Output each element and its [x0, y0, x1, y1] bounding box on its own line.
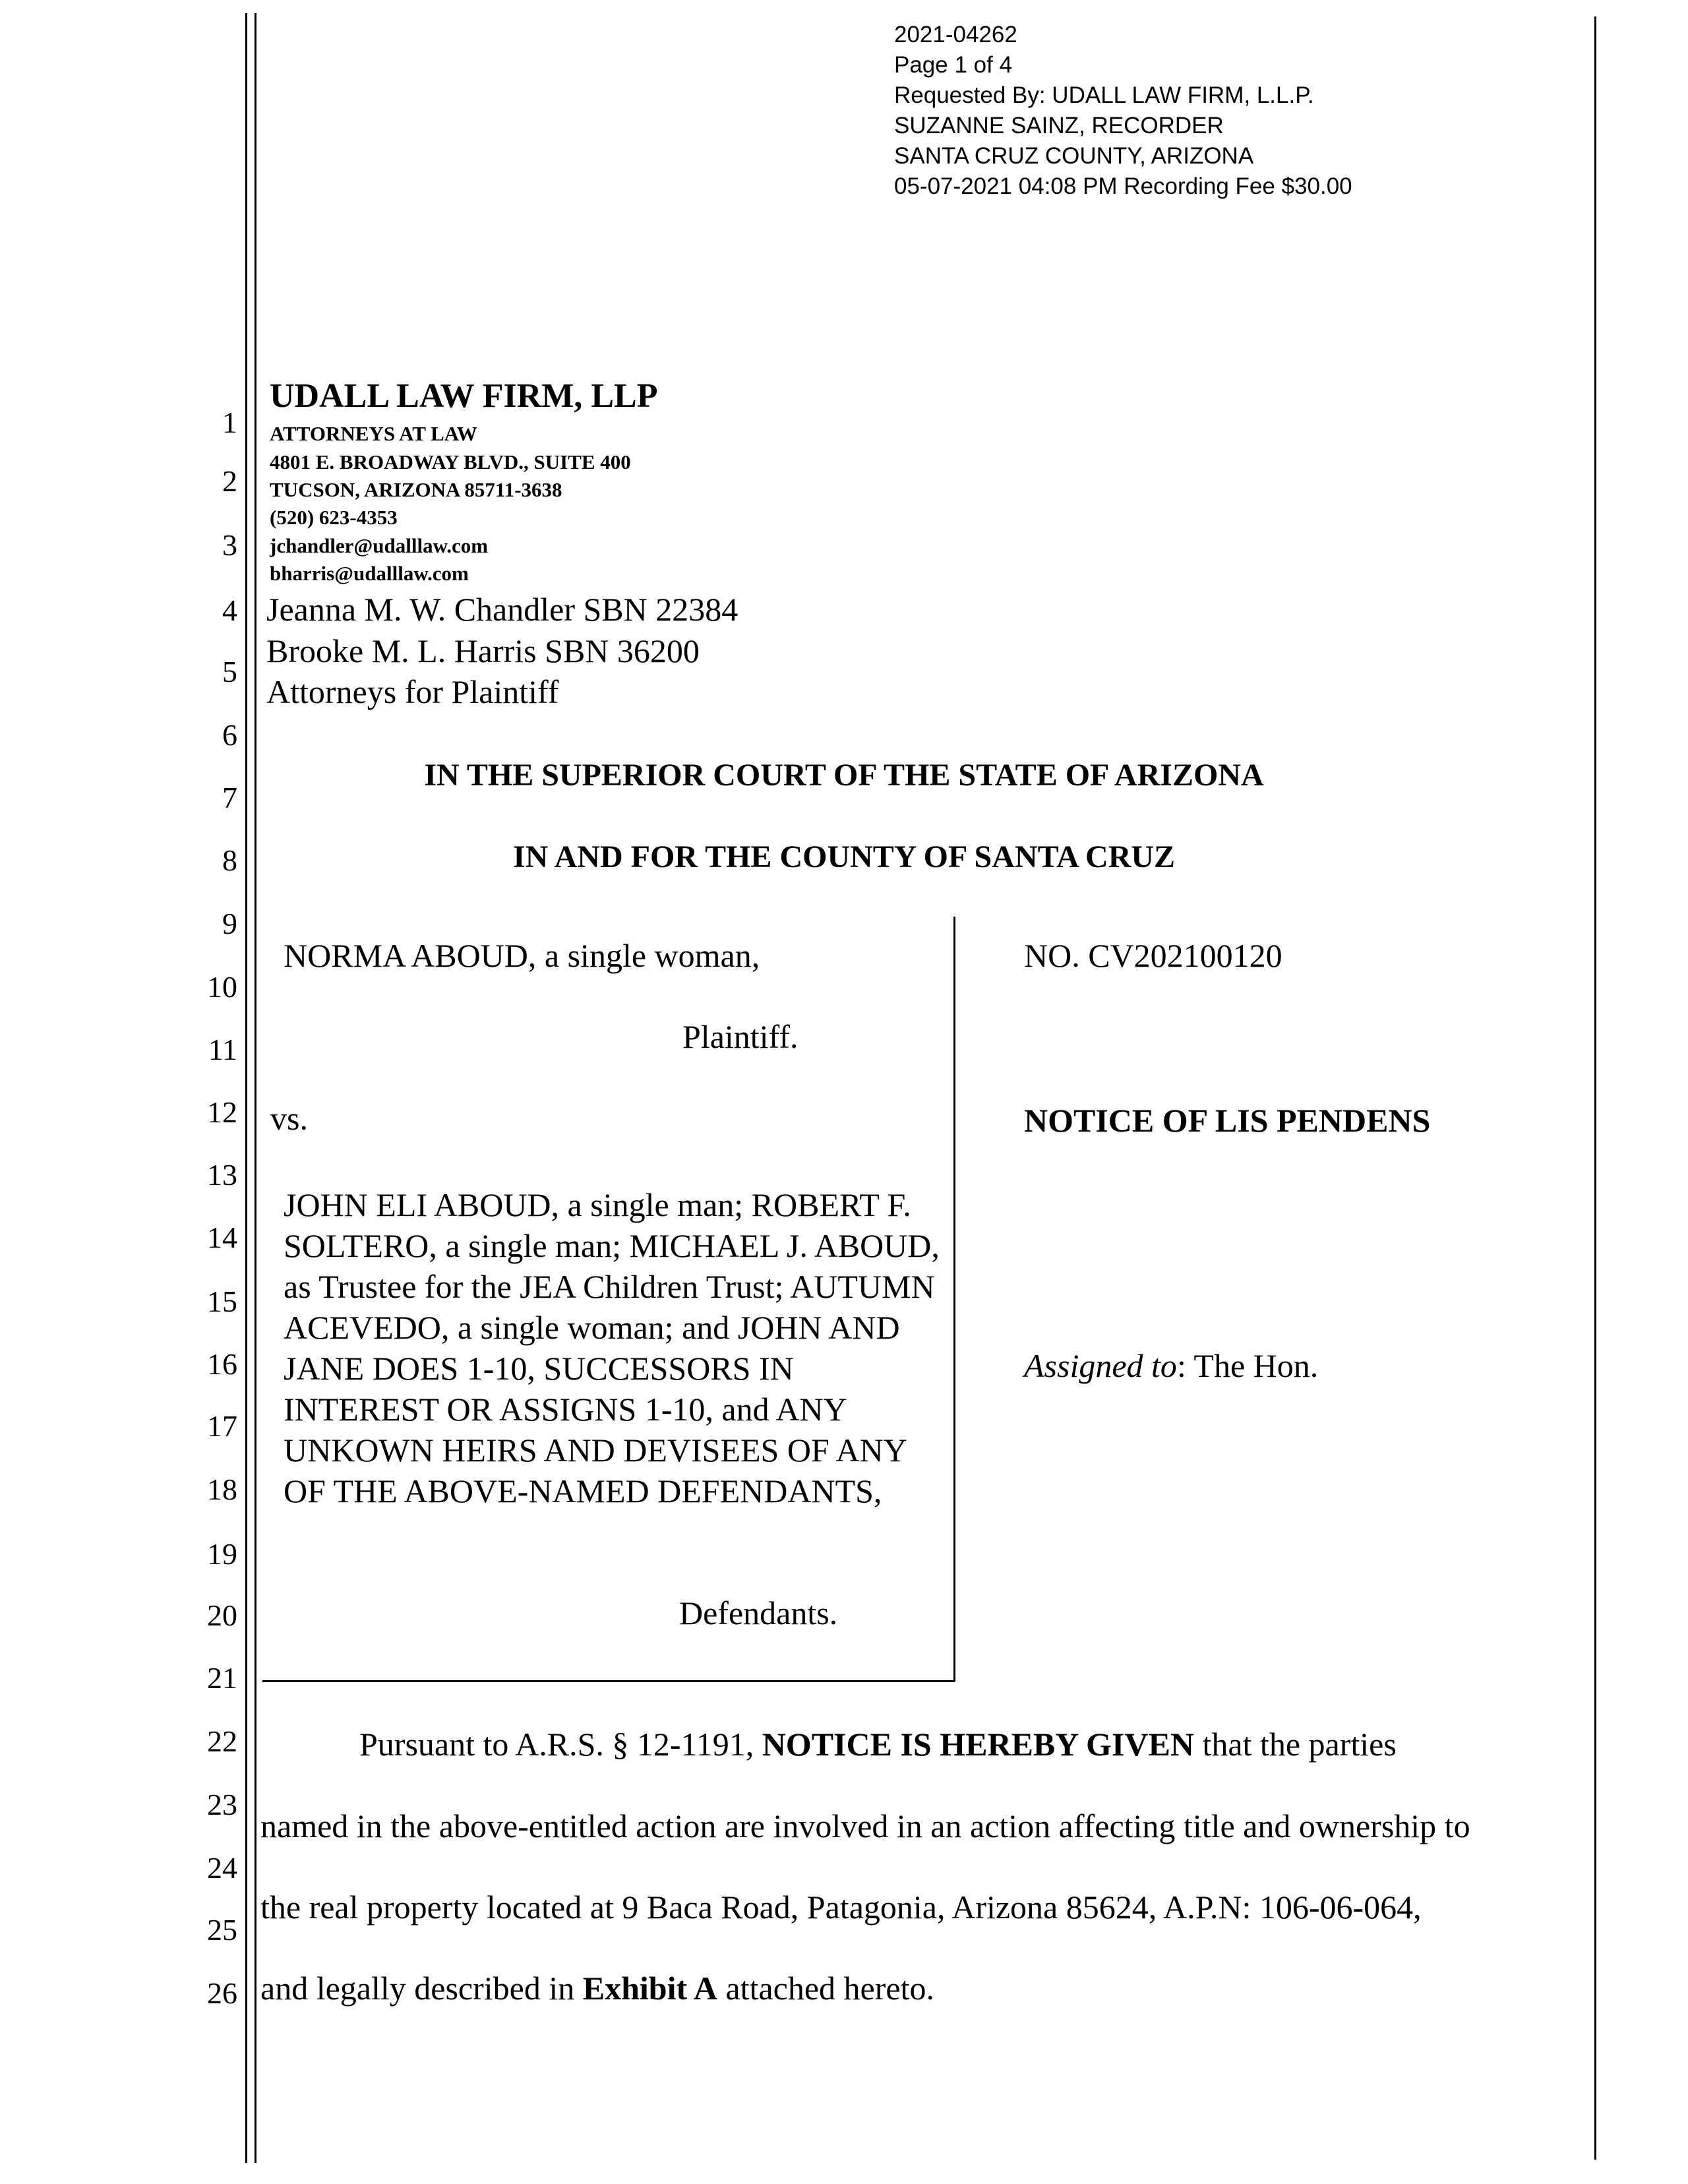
attorney-2: Brooke M. L. Harris SBN 36200 — [266, 632, 700, 669]
defendants-list: JOHN ELI ABOUD, a single man; ROBERT F. SOLTERO, a single man; MICHAEL J. ABOUD, as Trustee for the JEA Children Trust; AUTUMN ACEVEDO, a single woman; and JOHN AND JANE DOES 1-10, SUCCESSORS IN INTEREST OR ASSIGNS 1-10, and ANY UNKOWN HEIRS AND DEVISEES OF ANY OF THE ABOVE-NAMED DEFENDANTS, — [284, 1186, 940, 1509]
line-number: 16 — [207, 1347, 237, 1381]
attorney-role: Attorneys for Plaintiff — [266, 673, 559, 710]
firm-email-2: bharris@udalllaw.com — [270, 562, 469, 585]
line-number: 26 — [207, 1976, 237, 2010]
body-line-4-end: attached hereto. — [717, 1970, 934, 2007]
recording-requested-by: Requested By: UDALL LAW FIRM, L.L.P. — [894, 82, 1314, 108]
line-number: 17 — [207, 1409, 237, 1443]
case-number: NO. CV202100120 — [1024, 937, 1282, 974]
body-line-4-start: and legally described in — [260, 1970, 583, 2007]
line-number: 13 — [207, 1158, 237, 1192]
court-county: IN AND FOR THE COUNTY OF SANTA CRUZ — [512, 839, 1176, 874]
firm-name: UDALL LAW FIRM, LLP — [270, 377, 658, 415]
recording-page: Page 1 of 4 — [894, 52, 1013, 78]
left-margin-rule — [245, 13, 247, 2163]
attorney-1: Jeanna M. W. Chandler SBN 22384 — [266, 591, 738, 628]
line-number: 9 — [222, 907, 237, 940]
line-number: 10 — [207, 970, 237, 1004]
assigned-to — [1024, 1347, 1318, 1385]
recording-county: SANTA CRUZ COUNTY, ARIZONA — [894, 143, 1254, 169]
line-number: 23 — [207, 1788, 237, 1821]
firm-email-1: jchandler@udalllaw.com — [270, 534, 489, 557]
right-margin-rule — [1594, 16, 1596, 2160]
plaintiff-name: NORMA ABOUD, a single woman, — [284, 937, 760, 974]
line-number: 1 — [222, 406, 237, 439]
body-line-4 — [260, 1969, 934, 2007]
line-number: 12 — [207, 1095, 237, 1129]
firm-address-1: 4801 E. BROADWAY BLVD., SUITE 400 — [270, 450, 631, 473]
body-line-1-start: Pursuant to A.R.S. § 12-1191, — [359, 1726, 762, 1763]
body-line-3: the real property located at 9 Baca Road, Patagonia, Arizona 85624, A.P.N: 106-06-064, — [260, 1889, 1422, 1926]
line-number: 11 — [208, 1033, 237, 1066]
firm-address-2: TUCSON, ARIZONA 85711-3638 — [270, 478, 562, 501]
court-heading: IN THE SUPERIOR COURT OF THE STATE OF ARIZONA — [424, 758, 1264, 793]
notice-given: NOTICE IS HEREBY GIVEN — [762, 1726, 1194, 1763]
body-line-1 — [359, 1725, 1397, 1763]
assigned-to-label: Assigned to — [1024, 1347, 1177, 1384]
line-number: 19 — [207, 1537, 237, 1571]
line-number: 2 — [222, 464, 237, 498]
line-number: 21 — [207, 1661, 237, 1695]
line-number: 14 — [207, 1221, 237, 1254]
recording-recorder: SUZANNE SAINZ, RECORDER — [894, 113, 1224, 138]
line-number: 7 — [222, 781, 237, 814]
exhibit-reference: Exhibit A — [582, 1970, 717, 2007]
body-line-1-end: that the parties — [1193, 1726, 1397, 1763]
line-number: 6 — [222, 718, 237, 752]
line-number: 20 — [207, 1598, 237, 1632]
line-number: 25 — [207, 1913, 237, 1947]
left-margin-rule-2 — [255, 13, 256, 2163]
body-line-2: named in the above-entitled action are involved in an action affecting title and ownership to — [260, 1807, 1470, 1844]
line-number: 22 — [207, 1724, 237, 1758]
defendants-label: Defendants. — [679, 1594, 838, 1631]
firm-phone: (520) 623-4353 — [270, 506, 398, 529]
line-number: 3 — [222, 528, 237, 562]
assigned-to-value: : The Hon. — [1176, 1347, 1319, 1384]
plaintiff-label: Plaintiff. — [682, 1018, 799, 1055]
line-number: 8 — [222, 843, 237, 877]
versus: vs. — [270, 1100, 308, 1137]
firm-title: ATTORNEYS AT LAW — [270, 422, 477, 445]
recording-datetime-fee: 05-07-2021 04:08 PM Recording Fee $30.00 — [894, 173, 1352, 199]
line-number: 18 — [207, 1472, 237, 1506]
caption-bottom-rule — [262, 1680, 955, 1682]
recording-document-number: 2021-04262 — [894, 22, 1017, 47]
line-number: 5 — [222, 655, 237, 688]
line-number: 15 — [207, 1285, 237, 1318]
document-title: NOTICE OF LIS PENDENS — [1024, 1102, 1431, 1139]
line-number: 24 — [207, 1851, 237, 1885]
line-number: 4 — [222, 593, 237, 627]
